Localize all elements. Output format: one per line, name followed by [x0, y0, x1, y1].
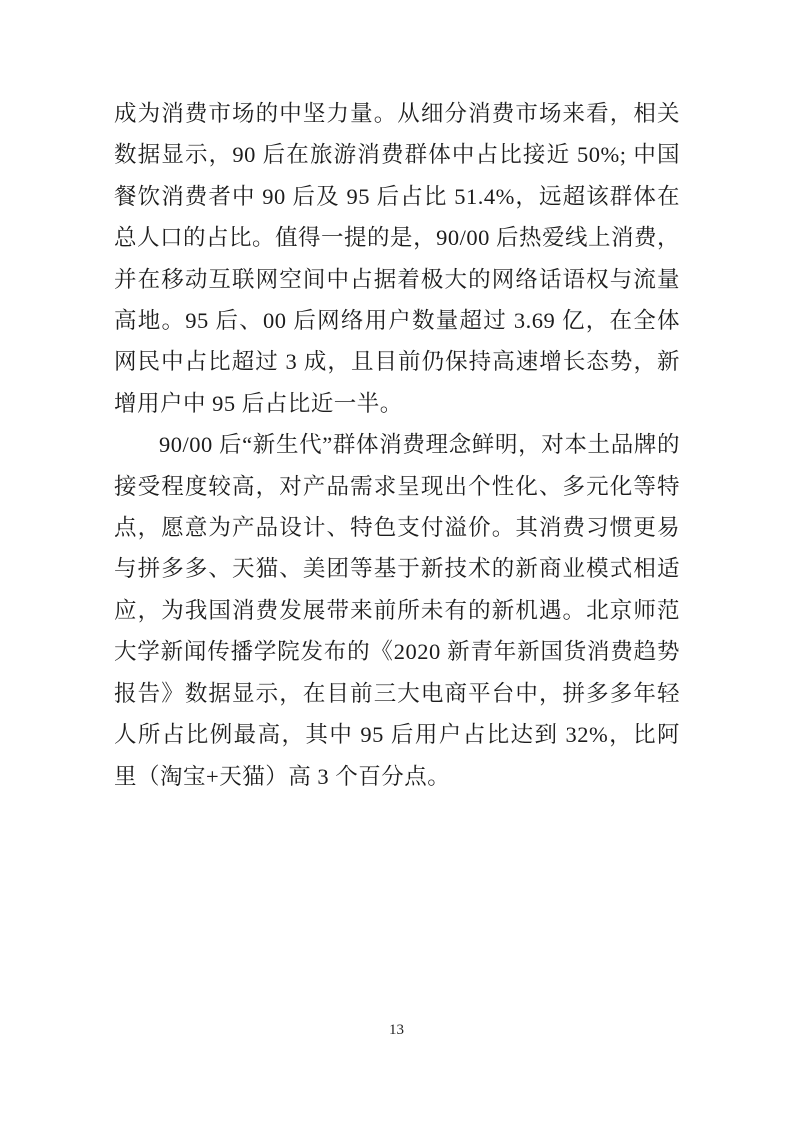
page-number: 13: [389, 1022, 404, 1038]
body-text: [114, 93, 680, 797]
paragraph: 成为消费市场的中坚力量。从细分消费市场来看，相关数据显示，90 后在旅游消费群体中占比接近 50%; 中国餐饮消费者中 90 后及 95 后占比 51.4%，远超该群体在总人口的占比。值得一提的是，90/00 后热爱线上消费，并在移动互联网空间中占据着极大的网络话语权与流量高地。95 后、00 后网络用户数量超过 3.69 亿，在全体网民中占比超过 3 成，且目前仍保持高速增长态势，新增用户中 95 后占比近一半。: [114, 101, 680, 416]
paragraph: 90/00 后“新生代”群体消费理念鲜明，对本土品牌的接受程度较高，对产品需求呈现出个性化、多元化等特点，愿意为产品设计、特色支付溢价。其消费习惯更易与拼多多、天猫、美团等基于新技术的新商业模式相适应，为我国消费发展带来前所未有的新机遇。北京师范大学新闻传播学院发布的《2020 新青年新国货消费趋势报告》数据显示，在目前三大电商平台中，拼多多年轻人所占比例最高，其中 95 后用户占比达到 32%，比阿里（淘宝+天猫）高 3 个百分点。: [114, 432, 680, 789]
